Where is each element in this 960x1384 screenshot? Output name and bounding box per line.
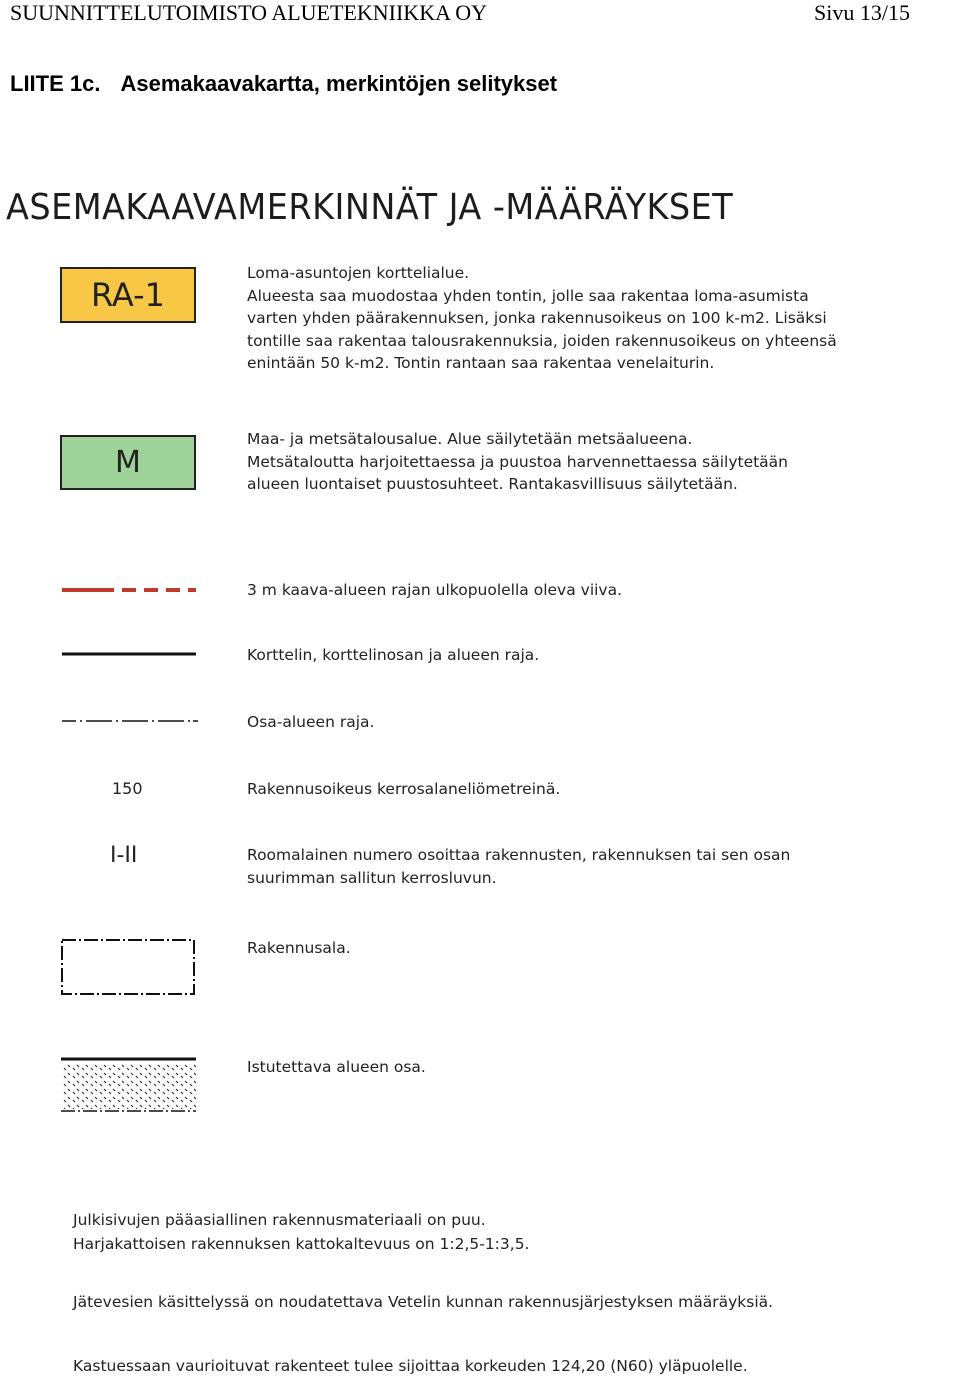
subarea-boundary-symbol: [60, 713, 200, 729]
ra-1-line: tontille saa rakentaa talousrakennuksia, joiden rakennusoikeus on yhteensä: [247, 331, 837, 350]
block-boundary-symbol: [60, 646, 200, 662]
ra-1-line: Loma-asuntojen korttelialue.: [247, 264, 470, 282]
appendix-title: Asemakaavakartta, merkintöjen selitykset: [120, 71, 558, 96]
block-boundary-text: Korttelin, korttelinosan ja alueen raja.: [247, 646, 540, 664]
m-line: alueen luontaiset puustosuhteet. Rantakasvillisuus säilytetään.: [247, 475, 738, 493]
building-area-text: Rakennusala.: [247, 939, 351, 957]
ra-1-line: enintään 50 k-m2. Tontin rantaan saa rakentaa venelaiturin.: [247, 354, 715, 372]
floors-line: Roomalainen numero osoittaa rakennusten, rakennuksen tai sen osan: [247, 846, 791, 864]
page-number: Sivu 13/15: [814, 0, 910, 25]
building-right-text: Rakennusoikeus kerrosalaneliömetreinä.: [247, 780, 561, 798]
building-right-symbol: 150: [112, 779, 143, 798]
ra-1-zone-symbol: [60, 267, 196, 323]
ra-1-line: varten yhden päärakennuksen, jonka rakennusoikeus on 100 k-m2. Lisäksi: [247, 309, 827, 327]
note-flood-height: Kastuessaan vaurioituvat rakenteet tulee sijoittaa korkeuden 124,20 (N60) yläpuolelle.: [73, 1357, 748, 1375]
planted-area-text: Istutettava alueen osa.: [247, 1058, 426, 1076]
m-zone-symbol: [60, 435, 196, 490]
ra-1-code: RA-1: [90, 276, 166, 314]
ra-1-description: [247, 262, 837, 375]
m-line: Metsätaloutta harjoitettaessa ja puustoa harvennettaessa säilytetään: [247, 452, 789, 471]
appendix-label: LIITE 1c.: [10, 71, 101, 96]
boundary-3m-text: 3 m kaava-alueen rajan ulkopuolella oleva viiva.: [247, 581, 623, 599]
building-area-symbol: [58, 936, 200, 1000]
ra-1-line: Alueesta saa muodostaa yhden tontin, jolle saa rakentaa loma-asumista: [247, 286, 809, 305]
floors-description: [247, 844, 790, 889]
note-wastewater: Jätevesien käsittelyssä on noudatettava Vetelin kunnan rakennusjärjestyksen määräyksiä.: [73, 1293, 774, 1311]
note-material: Julkisivujen pääasiallinen rakennusmateriaali on puu.: [73, 1211, 486, 1229]
planted-area-symbol: [58, 1055, 200, 1117]
m-code: M: [115, 445, 141, 480]
floors-line: suurimman sallitun kerrosluvun.: [247, 868, 497, 887]
m-line: Maa- ja metsätalousalue. Alue säilytetään metsäalueena.: [247, 430, 693, 448]
appendix-heading: [10, 71, 557, 97]
note-roof-pitch: Harjakattoisen rakennuksen kattokaltevuus on 1:2,5-1:3,5.: [73, 1235, 530, 1253]
m-description: [247, 428, 788, 496]
company-name: SUUNNITTELUTOIMISTO ALUETEKNIIKKA OY: [10, 0, 488, 25]
subarea-boundary-text: Osa-alueen raja.: [247, 713, 375, 731]
floors-symbol: I-II: [110, 843, 138, 868]
legend-title: ASEMAKAAVAMERKINNÄT JA -MÄÄRÄYKSET: [6, 187, 734, 228]
boundary-3m-line-symbol: [60, 582, 200, 598]
